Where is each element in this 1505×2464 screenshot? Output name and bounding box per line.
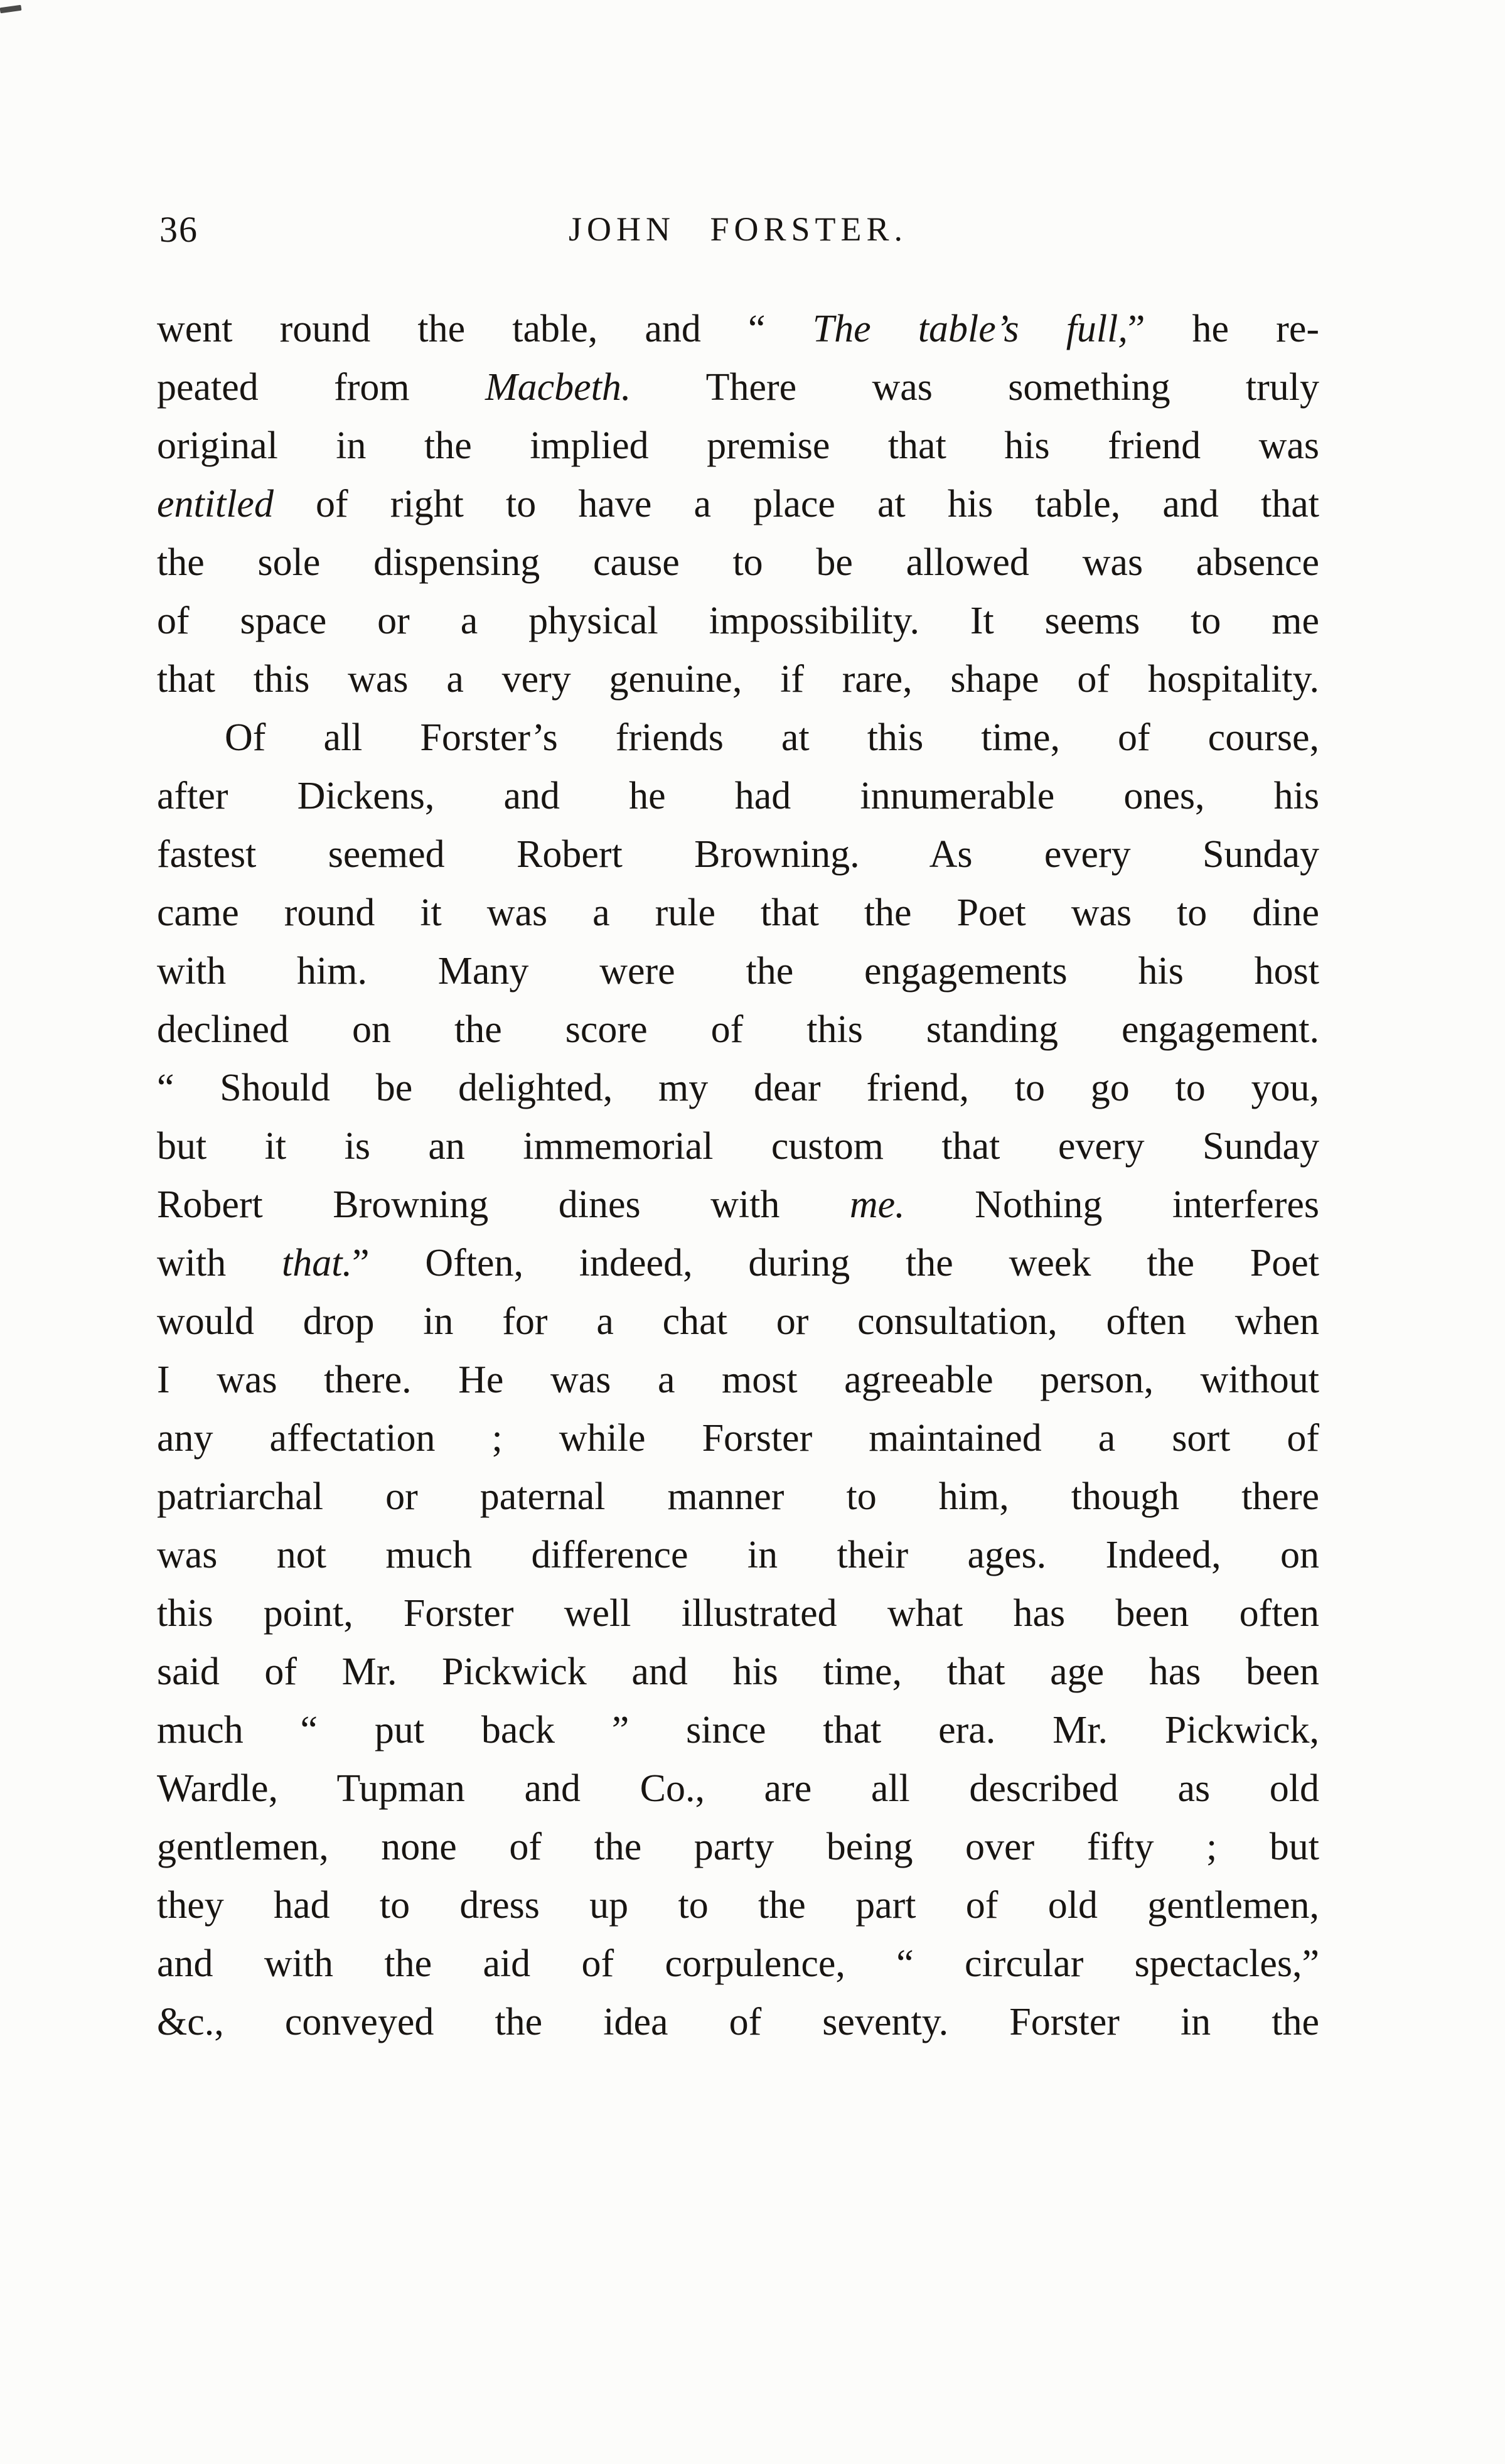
text-run: they had to dress up to the part of old gentlemen,: [157, 1884, 1319, 1927]
text-run: patriarchal or paternal manner to him, though there: [157, 1475, 1319, 1518]
text-line: [157, 1351, 1319, 1409]
text-line: [157, 826, 1319, 884]
page-header: [157, 208, 1319, 259]
text-run: Of all Forster’s friends at this time, of course,: [225, 716, 1319, 759]
body-text: [157, 300, 1319, 2052]
text-line: [157, 1468, 1319, 1526]
text-run: and with the aid of corpulence, “ circular spectacles,”: [157, 1942, 1319, 1985]
text-line: [157, 534, 1319, 592]
text-run: I was there. He was a most agreeable person, without: [157, 1358, 1319, 1401]
text-line: [157, 1643, 1319, 1701]
text-line: [157, 1234, 1319, 1293]
text-line: [157, 358, 1319, 417]
text-run: fastest seemed Robert Browning. As every Sunday: [157, 833, 1319, 876]
text-line: [157, 1701, 1319, 1760]
text-run: after Dickens, and he had innumerable ones, his: [157, 775, 1319, 817]
text-run: ” Often, indeed, during the week the Poet: [352, 1242, 1320, 1284]
text-line: [157, 1176, 1319, 1234]
text-run: of right to have a place at his table, and that: [273, 483, 1319, 525]
text-line: [157, 1993, 1319, 2052]
text-line: [157, 942, 1319, 1001]
text-run: “ Should be delighted, my dear friend, to go to you,: [157, 1067, 1319, 1109]
text-run: this point, Forster well illustrated what has been often: [157, 1592, 1319, 1635]
text-run: ” he re-: [1127, 308, 1319, 350]
page-number: 36: [159, 209, 198, 250]
text-line: [157, 1409, 1319, 1468]
text-line: [157, 1293, 1319, 1351]
running-head: JOHN FORSTER.: [568, 210, 908, 248]
text-line: [157, 1760, 1319, 1818]
text-run: Robert Browning dines with: [157, 1183, 850, 1226]
text-run: the sole dispensing cause to be allowed was absence: [157, 541, 1319, 584]
text-line: [157, 767, 1319, 826]
paragraph: [157, 300, 1319, 709]
text-run: There was something truly: [631, 366, 1319, 409]
italic-text-run: Macbeth.: [485, 366, 631, 409]
text-line: [157, 1818, 1319, 1876]
text-line: [157, 1526, 1319, 1584]
text-line: [157, 300, 1319, 358]
text-line: [157, 884, 1319, 942]
text-line: [157, 1001, 1319, 1059]
text-run: declined on the score of this standing engagement.: [157, 1008, 1319, 1051]
text-line: [157, 592, 1319, 650]
text-run: original in the implied premise that his friend was: [157, 424, 1319, 467]
text-run: said of Mr. Pickwick and his time, that age has been: [157, 1650, 1319, 1693]
text-run: Wardle, Tupman and Co., are all described as old: [157, 1767, 1319, 1810]
italic-text-run: The table’s full,: [812, 308, 1128, 350]
text-run: but it is an immemorial custom that every Sunday: [157, 1125, 1319, 1168]
text-run: gentlemen, none of the party being over fifty ; but: [157, 1826, 1319, 1868]
text-run: with: [157, 1242, 282, 1284]
text-line: [157, 417, 1319, 475]
text-line: [157, 650, 1319, 709]
text-run: of space or a physical impossibility. It seems to me: [157, 600, 1319, 642]
italic-text-run: that.: [282, 1242, 352, 1284]
text-run: with him. Many were the engagements his host: [157, 950, 1319, 993]
italic-text-run: entitled: [157, 483, 274, 525]
text-run: any affectation ; while Forster maintained a sort of: [157, 1417, 1319, 1460]
text-run: was not much difference in their ages. Indeed, on: [157, 1534, 1319, 1576]
text-line: [157, 709, 1319, 767]
text-line: [157, 1117, 1319, 1176]
text-line: [157, 1935, 1319, 1993]
text-run: Nothing interferes: [904, 1183, 1319, 1226]
text-run: peated from: [157, 366, 485, 409]
scan-edge-artifact: [0, 5, 21, 14]
text-run: went round the table, and “: [157, 308, 813, 350]
text-run: much “ put back ” since that era. Mr. Pickwick,: [157, 1709, 1319, 1751]
text-line: [157, 475, 1319, 534]
text-run: that this was a very genuine, if rare, shape of hospitality.: [157, 658, 1319, 701]
text-line: [157, 1584, 1319, 1643]
paragraph: [157, 709, 1319, 2052]
text-run: would drop in for a chat or consultation, often when: [157, 1300, 1319, 1343]
text-run: came round it was a rule that the Poet was to dine: [157, 891, 1319, 934]
text-line: [157, 1059, 1319, 1117]
italic-text-run: me.: [849, 1183, 905, 1226]
text-line: [157, 1876, 1319, 1935]
text-run: &c., conveyed the idea of seventy. Forster in the: [157, 2001, 1319, 2043]
